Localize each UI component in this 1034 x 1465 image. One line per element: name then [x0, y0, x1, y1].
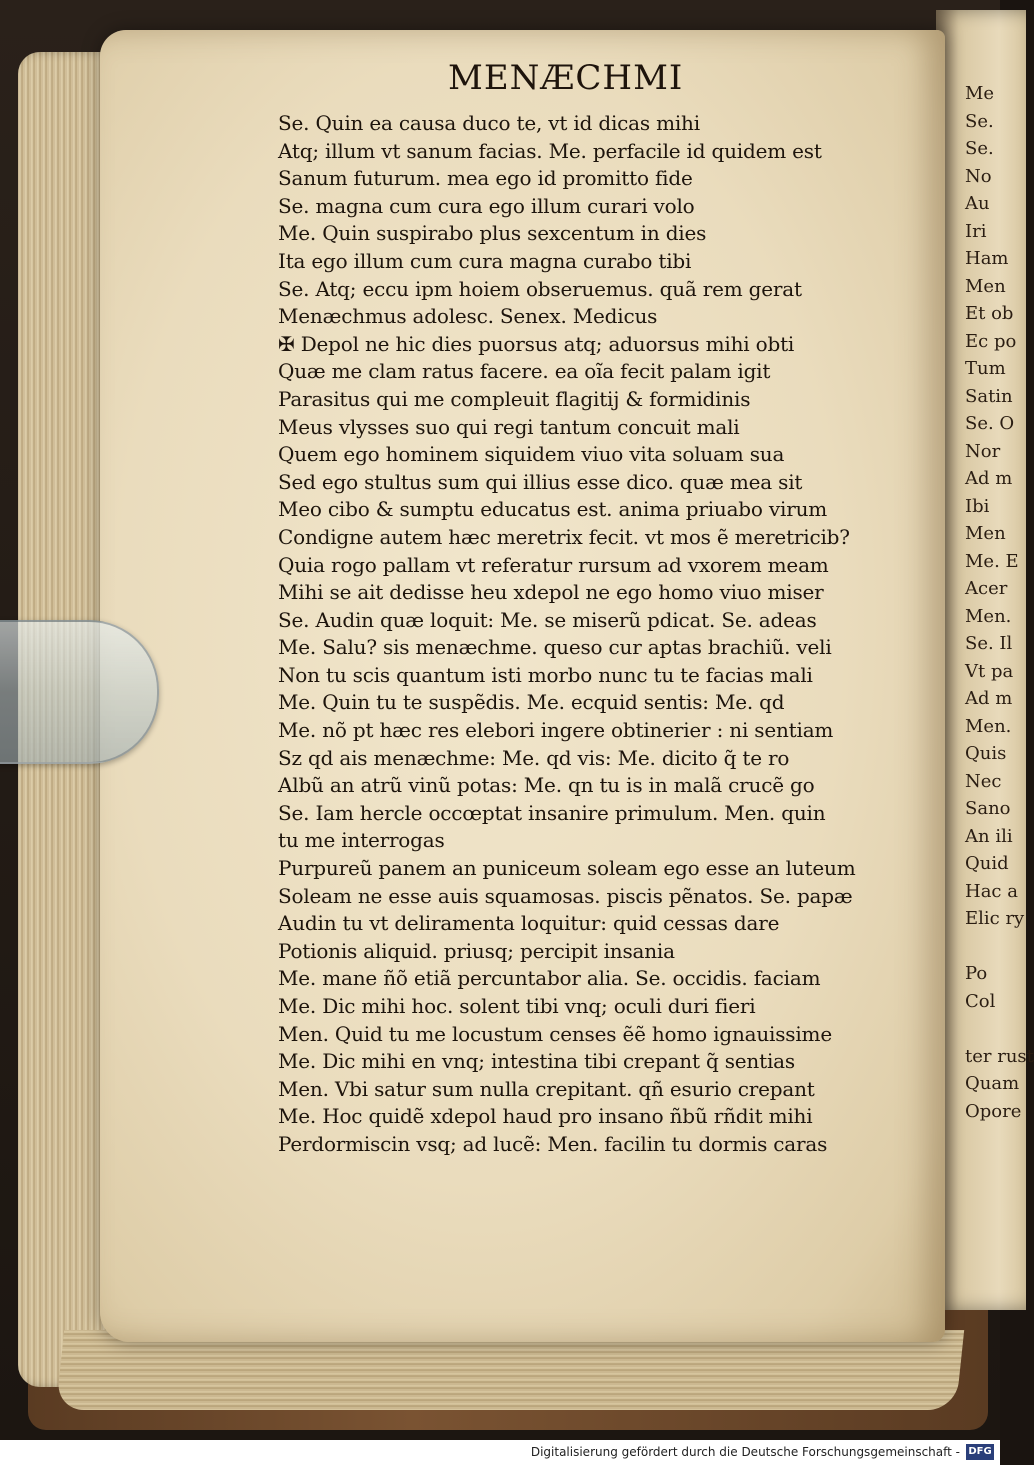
text-line: Audin tu vt deliramenta loquitur: quid cessas dare: [278, 911, 780, 936]
text-line: Men. Quid tu me locustum censes ẽẽ homo ignauissime: [278, 1021, 832, 1046]
facing-text-line: Se. Il: [965, 633, 1013, 654]
text-line: Sz qd ais menæchme: Me. qd vis: Me. dicito q̃ te ro: [278, 745, 790, 770]
facing-text-line: Col: [965, 990, 996, 1012]
text-line: Me. Salu? sis menæchme. queso cur aptas brachiũ. veli: [278, 635, 832, 660]
footer-bar: [0, 1440, 1000, 1465]
footer-credit: Digitalisierung gefördert durch die Deutsche Forschungsgemeinschaft -: [530, 1445, 960, 1459]
facing-text-line: Me. E: [965, 550, 1019, 572]
facing-text-line: Et ob: [965, 303, 1014, 324]
facing-text-line: Nor: [965, 440, 1001, 462]
text-line: Purpureũ panem an puniceum soleam ego esse an luteum: [278, 856, 856, 881]
facing-text-line: Elic ry: [965, 908, 1025, 929]
dfg-logo: DFG: [966, 1444, 994, 1460]
facing-text-line: Men.: [965, 605, 1012, 627]
page-clip: [0, 620, 159, 764]
facing-text-line: Men.: [965, 715, 1012, 737]
facing-text-line: Se.: [965, 138, 994, 159]
facing-text-line: Au: [965, 193, 990, 214]
facing-text-line: Quam: [965, 1073, 1020, 1094]
facing-text-line: ter rust: [965, 1045, 1034, 1067]
facing-text-line: [965, 1015, 1005, 1043]
text-line: Potionis aliquid. priusq; percipit insania: [278, 938, 675, 963]
facing-page-text: [965, 80, 1034, 1125]
facing-text-line: Me: [965, 83, 995, 104]
facing-text-line: [965, 933, 1005, 961]
text-line: Se. Iam hercle occœptat insanire primulum. Men. quin: [278, 800, 826, 825]
text-line: Menæchmus adolesc. Senex. Medicus: [278, 304, 658, 329]
facing-text-line: Tum: [965, 358, 1006, 379]
text-line: Me. Dic mihi en vnq; intestina tibi crepant q̃ sentias: [278, 1049, 795, 1074]
facing-text-line: Opore: [965, 1100, 1022, 1122]
text-line: Men. Vbi satur sum nulla crepitant. qñ esurio crepant: [278, 1076, 815, 1101]
text-line: Parasitus qui me compleuit flagitij & formidinis: [278, 386, 751, 411]
facing-text-line: Se.: [965, 110, 994, 132]
text-line: Quem ego hominem siquidem viuo vita soluam sua: [278, 442, 785, 467]
facing-text-line: Ad m: [965, 468, 1013, 489]
facing-text-line: Hac a: [965, 880, 1018, 902]
text-line: Sed ego stultus sum qui illius esse dico. quæ mea sit: [278, 469, 803, 494]
text-line: Ita ego illum cum cura magna curabo tibi: [278, 248, 692, 273]
text-line: tu me interrogas: [278, 828, 445, 853]
text-line: Albũ an atrũ vinũ potas: Me. qn tu is in malã crucẽ go: [278, 773, 815, 798]
facing-text-line: Sano: [965, 798, 1011, 819]
text-line: Me. Dic mihi hoc. solent tibi vnq; oculi duri fieri: [278, 994, 756, 1018]
text-line: Me. Quin tu te suspẽdis. Me. ecquid sentis: Me. qd: [278, 690, 785, 715]
text-line: Se. magna cum cura ego illum curari volo: [278, 193, 695, 218]
text-line: Mihi se ait dedisse heu xdepol ne ego homo viuo miser: [278, 580, 824, 605]
text-line: Condigne autem hæc meretrix fecit. vt mos ẽ meretricib?: [278, 524, 850, 549]
text-line: Me. Hoc quidẽ xdepol haud pro insano ñbũ rñdit mihi: [278, 1104, 813, 1129]
text-line: Se. Audin quæ loquit: Me. se miserũ pdicat. Se. adeas: [278, 607, 817, 632]
text-line: Meo cibo & sumptu educatus est. anima priuabo virum: [278, 497, 828, 522]
text-line: Me. Quin suspirabo plus sexcentum in dies: [278, 221, 707, 246]
text-line: Meus vlysses suo qui regi tantum concuit mali: [278, 414, 740, 439]
text-line: Atq; illum vt sanum facias. Me. perfacile id quidem est: [278, 138, 822, 163]
facing-text-line: Se. O: [965, 413, 1015, 434]
facing-text-line: Vt pa: [965, 660, 1014, 682]
text-line: Se. Quin ea causa duco te, vt id dicas mihi: [278, 111, 700, 135]
page-stack-bottom-edge: [56, 1330, 964, 1410]
facing-text-line: Satin: [965, 385, 1013, 407]
text-line: Soleam ne esse auis squamosas. piscis pẽnatos. Se. papæ: [278, 883, 853, 908]
text-line: Me. nõ pt hæc res elebori ingere obtinerier : ni sentiam: [278, 718, 834, 743]
text-block: [278, 110, 888, 1159]
text-line: Sanum futurum. mea ego id promitto fide: [278, 166, 693, 191]
facing-text-line: Iri: [965, 220, 987, 242]
facing-text-line: No: [965, 165, 992, 187]
facing-text-line: Quid: [965, 853, 1009, 874]
text-line: Non tu scis quantum isti morbo nunc tu te facias mali: [278, 662, 813, 687]
facing-text-line: Acer: [965, 578, 1008, 599]
facing-text-line: Men: [965, 275, 1006, 297]
facing-text-line: Po: [965, 963, 988, 984]
facing-text-line: An ili: [965, 825, 1013, 847]
facing-text-line: Quis: [965, 743, 1007, 764]
text-line: ✠ Depol ne hic dies puorsus atq; aduorsus mihi obti: [278, 331, 795, 356]
facing-text-line: Men: [965, 523, 1006, 544]
running-head: MENÆCHMI: [448, 58, 684, 98]
text-line: Quæ me clam ratus facere. ea oĩa fecit palam igit: [278, 359, 771, 384]
facing-text-line: Ad m: [965, 688, 1013, 709]
text-line: Perdormiscin vsq; ad lucẽ: Men. facilin tu dormis caras: [278, 1131, 828, 1156]
facing-text-line: Nec: [965, 770, 1002, 792]
text-line: Quia rogo pallam vt referatur rursum ad vxorem meam: [278, 552, 829, 577]
text-line: Me. mane ñõ etiã percuntabor alia. Se. occidis. faciam: [278, 966, 821, 991]
facing-text-line: Ec po: [965, 330, 1017, 352]
facing-text-line: Ibi: [965, 495, 990, 517]
text-line: Se. Atq; eccu ipm hoiem obseruemus. quã rem gerat: [278, 276, 802, 301]
facing-text-line: Ham: [965, 248, 1009, 269]
